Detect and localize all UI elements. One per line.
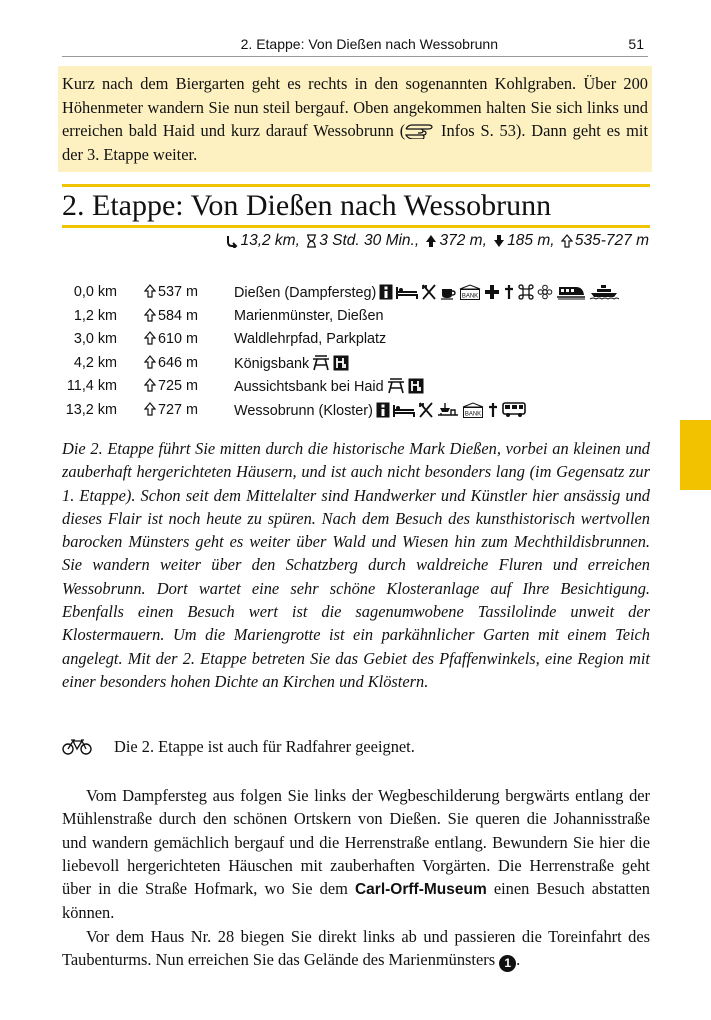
- body-paragraph-2: [62, 925, 650, 972]
- intro-paragraph: Die 2. Etappe führt Sie mitten durch die historische Mark Dießen, vorbei an kleinen und zauberhaft hergerichteten Häusern, und ist auch nicht besonders lang (im Gegensatz zur 1. Etappe). Schon seit dem Mittelalter sind Handwerker und Künstler hier ansässig und dieses Flair ist noch heute zu spüren. Nach dem Besuch des kunsthistorisch wertvollen barocken Münsters geht es weiter über Wald und Wiesen hin zum Mechthildisbrunnen. Sie wandern weiter über den Schatzberg durch waldreiche Fluren und erreichen Wessobrunn. Dort wartet eine sehr schöne Klosteranlage auf Ihre Besichtigung. Ebenfalls einen Besuch wert ist die sagenumwobene Tassilolinde unweit der Klostermauern. Um die Mariengrotte ist ein parkähnlicher Garten mit einem Teich angelegt. Mit der 2. Etappe betreten Sie das Gebiet des Pfaffenwinkels, eine Region mit einer besonders hohen Dichte an Kirchen und Klöstern.: [62, 439, 650, 691]
- svg-text:BANK: BANK: [464, 411, 482, 417]
- route-summary: [222, 232, 649, 250]
- altitude-icon: [144, 402, 156, 416]
- facility-icons: [312, 355, 349, 371]
- shop-icon: [437, 402, 459, 418]
- route-altitude: [144, 331, 198, 347]
- route-row: [62, 378, 662, 402]
- body-paragraph-2-end: .: [516, 950, 521, 970]
- body-paragraph-1-end: einen Besuch abstatten können.: [62, 879, 651, 923]
- church-icon: [487, 402, 499, 418]
- route-altitude-value: 610 m: [158, 331, 198, 347]
- bed-icon: [393, 402, 415, 418]
- route-altitude: [144, 308, 198, 324]
- info-icon: [379, 284, 393, 300]
- svg-text:BANK: BANK: [462, 293, 479, 300]
- route-altitude: [144, 355, 198, 371]
- sight-icon: [518, 284, 534, 300]
- route-place: [234, 308, 384, 324]
- altitude-icon: [144, 378, 156, 392]
- body-paragraph-2-text: Vor dem Haus Nr. 28 biegen Sie direkt links ab und passieren die Toreinfahrt des Taubenturms. Nun erreichen Sie das Gelände des Marienmünsters: [62, 926, 650, 970]
- summary-duration: 3 Std. 30 Min.,: [319, 232, 420, 249]
- route-place: [234, 378, 424, 395]
- descent-icon: [493, 234, 505, 248]
- route-row: [62, 331, 662, 355]
- route-altitude-value: 646 m: [158, 354, 198, 371]
- route-row: [62, 284, 662, 308]
- route-place: [234, 402, 526, 419]
- pharmacy-icon: [484, 284, 500, 300]
- train-icon: [556, 284, 586, 300]
- route-place-name: Dießen (Dampfersteg): [234, 285, 377, 301]
- cafe-icon: [440, 284, 456, 300]
- ship-icon: [589, 284, 619, 300]
- route-km: 0,0 km: [73, 284, 117, 300]
- flower-icon: [537, 284, 553, 300]
- bus-icon: [502, 402, 526, 418]
- chapter-tab: [680, 420, 711, 490]
- running-header: [62, 34, 648, 57]
- facility-icons: [387, 378, 424, 394]
- body-paragraph-1: [62, 784, 650, 925]
- route-altitude-value: 537 m: [158, 284, 198, 300]
- route-km: 4,2 km: [73, 354, 117, 371]
- picnic-icon: [312, 355, 330, 371]
- route-km: 11,4 km: [66, 378, 117, 394]
- info-icon: [376, 402, 390, 418]
- route-table: [62, 284, 662, 425]
- route-km: 13,2 km: [65, 401, 117, 418]
- ascent-icon: [425, 234, 437, 248]
- altitude-icon: [561, 234, 573, 248]
- restaurant-icon: [418, 402, 434, 418]
- distance-icon: [224, 234, 238, 248]
- altitude-icon: [144, 308, 156, 322]
- church-icon: [503, 284, 515, 300]
- altitude-icon: [144, 284, 156, 298]
- page-number: 51: [628, 36, 644, 52]
- stage-heading: [62, 184, 650, 228]
- bank-icon: [462, 402, 484, 418]
- route-altitude: [144, 378, 198, 394]
- summary-descent: 185 m,: [507, 232, 555, 249]
- info-box-text-start: Kurz nach dem Biergarten geht es rechts in den sogenannten Kohlgraben. Über 200 Höhenmeter wandern Sie nun steil bergauf. Oben angekommen halten Sie sich links und erreichen bald Haid und kurz darauf Wessobrunn (: [62, 74, 648, 140]
- route-altitude-value: 584 m: [158, 307, 198, 324]
- route-place: [234, 355, 349, 372]
- route-altitude-value: 727 m: [158, 401, 198, 418]
- bicycle-icon: [62, 738, 92, 755]
- route-place-name: Aussichtsbank bei Haid: [234, 379, 384, 395]
- museum-name: Carl-Orff-Museum: [354, 881, 487, 899]
- bench-icon: [408, 378, 424, 394]
- running-header-title: 2. Etappe: Von Dießen nach Wessobrunn: [240, 36, 498, 52]
- route-place-name: Wessobrunn (Kloster): [234, 402, 373, 419]
- route-place: [234, 284, 619, 301]
- summary-ascent: 372 m,: [439, 232, 487, 249]
- route-km: 3,0 km: [73, 331, 117, 347]
- route-row: [62, 355, 662, 379]
- altitude-icon: [144, 355, 156, 369]
- route-altitude: [144, 402, 198, 418]
- route-row: [62, 402, 662, 426]
- body-paragraph-1-start: Vom Dampfersteg aus folgen Sie links der Wegbeschilderung bergwärts entlang der Mühlenstraße durch den schönen Ortskern von Dießen. Sie queren die Johannisstraße und wandern gemächlich bergauf und die Herrenstraße entlang. Bewundern Sie hier die liebevoll hergerichteten Häuschen mit zauberhaften Vorgärten. Die Herrenstraße geht über in die Straße Hofmark, wo Sie dem: [62, 786, 650, 899]
- waypoint-marker-1: 1: [499, 955, 516, 972]
- route-km: 1,2 km: [73, 307, 117, 324]
- page-title: 2. Etappe: Von Dießen nach Wessobrunn: [62, 189, 552, 222]
- hourglass-icon: [306, 234, 317, 248]
- altitude-icon: [144, 331, 156, 345]
- facility-icons: [376, 402, 526, 418]
- bank-icon: [459, 284, 481, 300]
- body-text: [62, 784, 650, 972]
- info-box: [58, 66, 652, 172]
- route-altitude: [144, 284, 198, 300]
- info-box-text: [62, 72, 648, 166]
- facility-icons: [379, 284, 619, 300]
- info-box-text-end: Infos S. 53). Dann geht es mit der 3. Etappe weiter.: [62, 121, 648, 164]
- bench-icon: [333, 355, 349, 371]
- route-altitude-value: 725 m: [158, 378, 198, 394]
- route-place-name: Königsbank: [234, 355, 310, 372]
- bike-note-text: Die 2. Etappe ist auch für Radfahrer geeignet.: [114, 737, 415, 756]
- summary-altitude-range: 535-727 m: [574, 232, 649, 249]
- picnic-icon: [387, 378, 405, 394]
- route-place-name: Waldlehrpfad, Parkplatz: [234, 331, 387, 347]
- summary-distance: 13,2 km,: [240, 232, 300, 249]
- bed-icon: [396, 284, 418, 300]
- route-row: [62, 308, 662, 332]
- route-place-name: Marienmünster, Dießen: [234, 307, 384, 324]
- restaurant-icon: [421, 284, 437, 300]
- route-place: [234, 331, 386, 347]
- pointing-hand-icon: [405, 123, 435, 139]
